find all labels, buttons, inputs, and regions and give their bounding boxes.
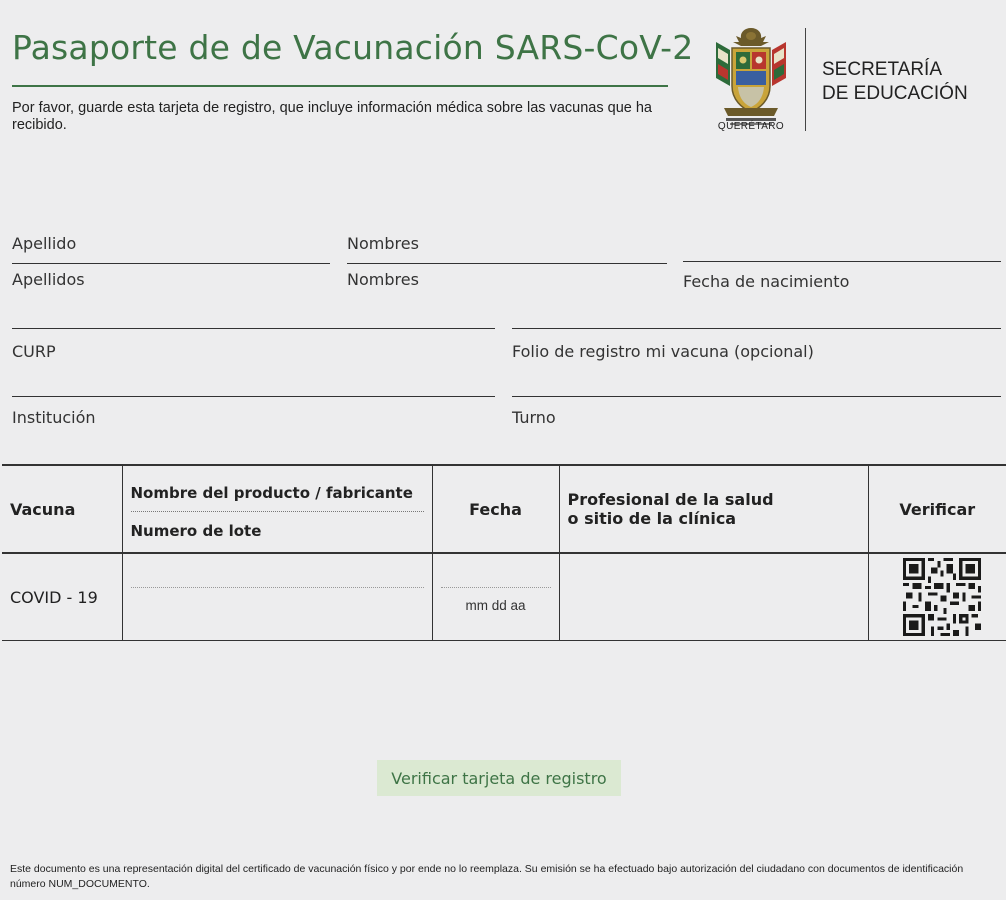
nombres-line bbox=[347, 263, 667, 264]
fecha-dotted-line bbox=[441, 587, 551, 588]
table-header-row bbox=[2, 465, 1006, 553]
organization-name bbox=[822, 58, 968, 106]
institucion-line bbox=[12, 396, 495, 397]
fecha-nacimiento-line bbox=[683, 261, 1001, 262]
apellido-line bbox=[12, 263, 330, 264]
verify-card-button[interactable]: Verificar tarjeta de registro bbox=[377, 760, 621, 796]
organization-line-2: DE EDUCACIÓN bbox=[822, 83, 968, 104]
apellido-value: Apellido bbox=[12, 234, 77, 253]
curp-line bbox=[12, 328, 495, 329]
header-vacuna: Vacuna bbox=[2, 465, 122, 553]
qr-code-icon[interactable] bbox=[903, 558, 981, 636]
header-lote: Numero de lote bbox=[130, 522, 262, 540]
logo-caption: QUERÉTARO bbox=[717, 121, 785, 132]
header-producto: Nombre del producto / fabricante bbox=[130, 484, 413, 502]
vaccine-table bbox=[2, 464, 1006, 641]
header-divider bbox=[805, 28, 806, 131]
header-fecha: Fecha bbox=[432, 465, 559, 553]
nombres-label: Nombres bbox=[347, 270, 419, 289]
curp-label: CURP bbox=[12, 342, 56, 361]
header-profesional-line-1: Profesional de la salud bbox=[567, 490, 774, 509]
header-producto-lote bbox=[122, 465, 432, 553]
apellidos-label: Apellidos bbox=[12, 270, 85, 289]
folio-line bbox=[512, 328, 1001, 329]
turno-label: Turno bbox=[512, 408, 556, 427]
institucion-label: Institución bbox=[12, 408, 96, 427]
verificar-cell bbox=[868, 553, 1006, 641]
vacuna-cell: COVID - 19 bbox=[2, 553, 122, 641]
nombres-value: Nombres bbox=[347, 234, 419, 253]
producto-cell bbox=[122, 553, 432, 641]
page-subtitle: Por favor, guarde esta tarjeta de registro, que incluye información médica sobre las vacunas que ha recibido. bbox=[12, 100, 652, 133]
table-row bbox=[2, 553, 1006, 641]
fecha-format: mm dd aa bbox=[465, 598, 526, 613]
header-verificar: Verificar bbox=[868, 465, 1006, 553]
fecha-nacimiento-label: Fecha de nacimiento bbox=[683, 272, 850, 291]
profesional-cell bbox=[559, 553, 868, 641]
organization-line-1: SECRETARÍA bbox=[822, 59, 943, 80]
queretaro-coat-of-arms-icon bbox=[708, 24, 794, 136]
folio-label: Folio de registro mi vacuna (opcional) bbox=[512, 342, 814, 361]
footer-disclaimer: Este documento es una representación digital del certificado de vacunación físico y por ende no lo reemplaza. Su emisión se ha efectuado bajo autorización del ciudadano con documentos de identificación número NUM_DOCUMENTO. bbox=[10, 863, 964, 890]
header-producto-divider bbox=[131, 511, 424, 512]
turno-line bbox=[512, 396, 1001, 397]
title-underline bbox=[12, 85, 668, 87]
producto-dotted-line bbox=[131, 587, 424, 588]
header-profesional-line-2: o sitio de la clínica bbox=[567, 509, 737, 528]
page-title: Pasaporte de de Vacunación SARS-CoV-2 bbox=[12, 28, 694, 67]
header-profesional bbox=[559, 465, 868, 553]
fecha-cell bbox=[432, 553, 559, 641]
